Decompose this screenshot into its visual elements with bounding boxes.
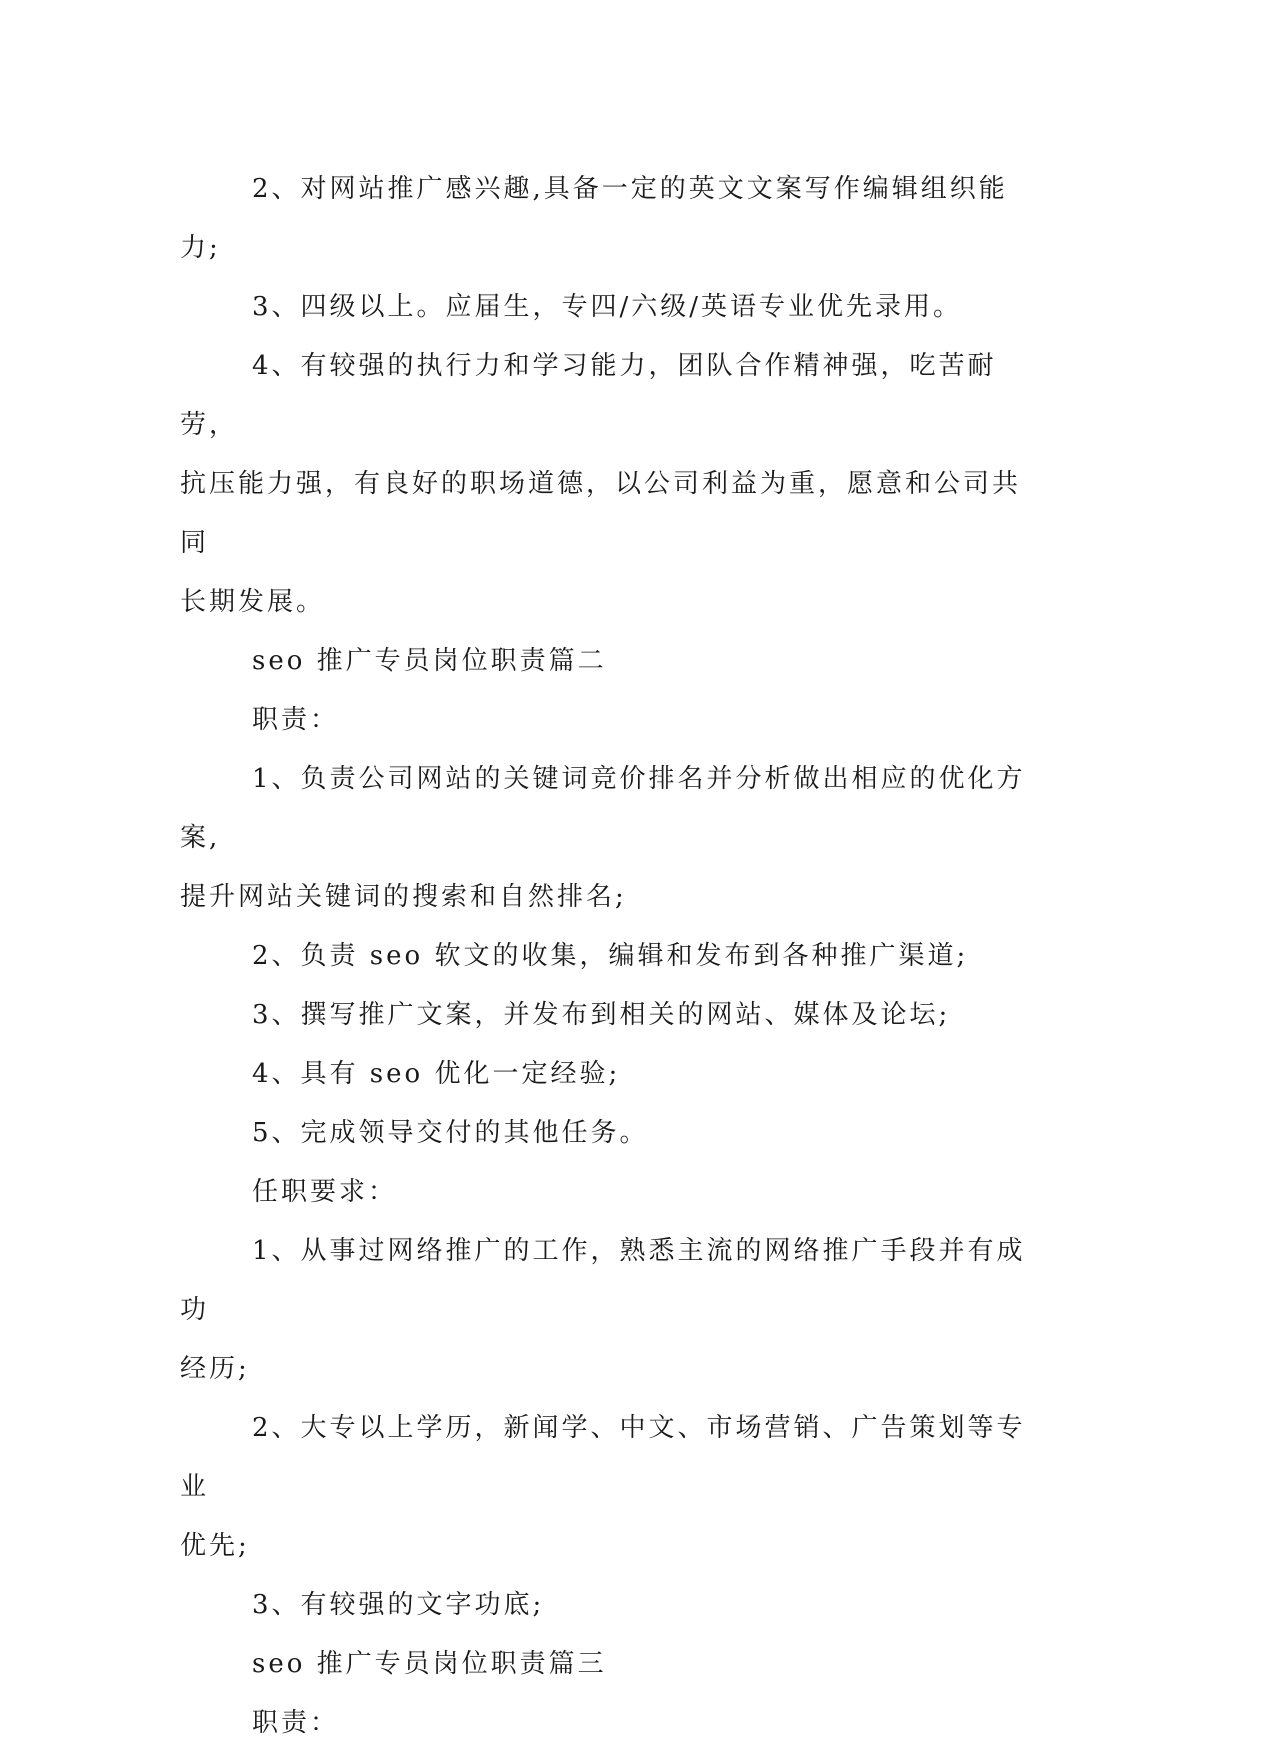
document-body (180, 160, 1040, 1753)
paragraph-line: seo 推广专员岗位职责篇二 (252, 646, 607, 676)
paragraph-line: 3、四级以上。应届生，专四/六级/英语专业优先录用。 (252, 292, 963, 322)
paragraph-line: seo 推广专员岗位职责篇三 (252, 1649, 607, 1679)
paragraph (180, 1222, 1040, 1399)
paragraph (180, 632, 1040, 691)
paragraph (180, 1045, 1040, 1104)
paragraph (180, 337, 1040, 632)
paragraph (180, 1104, 1040, 1163)
paragraph-line: 1、负责公司网站的关键词竞价排名并分析做出相应的优化方案, (180, 764, 1026, 853)
paragraph-line: 职责： (252, 1708, 340, 1738)
paragraph (180, 1399, 1040, 1576)
paragraph (180, 927, 1040, 986)
paragraph (180, 691, 1040, 750)
paragraph-line: 2、对网站推广感兴趣,具备一定的英文文案写作编辑组织能力; (180, 174, 1008, 263)
paragraph-line: 2、负责 seo 软文的收集，编辑和发布到各种推广渠道; (252, 941, 969, 971)
paragraph-line: 3、撰写推广文案，并发布到相关的网站、媒体及论坛; (252, 1000, 951, 1030)
paragraph-line: 长期发展。 (180, 587, 326, 617)
paragraph-line: 抗压能力强，有良好的职场道德，以公司利益为重，愿意和公司共同 (180, 469, 1022, 558)
paragraph (180, 1576, 1040, 1635)
paragraph-line: 任职要求： (252, 1177, 398, 1207)
paragraph-line: 4、有较强的执行力和学习能力，团队合作精神强，吃苦耐劳， (180, 351, 997, 440)
paragraph-line: 2、大专以上学历，新闻学、中文、市场营销、广告策划等专业 (180, 1413, 1026, 1502)
paragraph (180, 160, 1040, 278)
paragraph (180, 750, 1040, 927)
paragraph-line: 职责： (252, 705, 340, 735)
paragraph (180, 278, 1040, 337)
paragraph-line: 提升网站关键词的搜索和自然排名; (180, 882, 627, 912)
paragraph-line: 5、完成领导交付的其他任务。 (252, 1118, 649, 1148)
paragraph-line: 1、从事过网络推广的工作，熟悉主流的网络推广手段并有成功 (180, 1236, 1026, 1325)
paragraph-line: 4、具有 seo 优化一定经验; (252, 1059, 621, 1089)
paragraph (180, 986, 1040, 1045)
paragraph-line: 经历; (180, 1354, 250, 1384)
paragraph (180, 1163, 1040, 1222)
paragraph-line: 3、有较强的文字功底; (252, 1590, 545, 1620)
paragraph (180, 1635, 1040, 1694)
paragraph (180, 1694, 1040, 1753)
paragraph-line: 优先; (180, 1531, 250, 1561)
